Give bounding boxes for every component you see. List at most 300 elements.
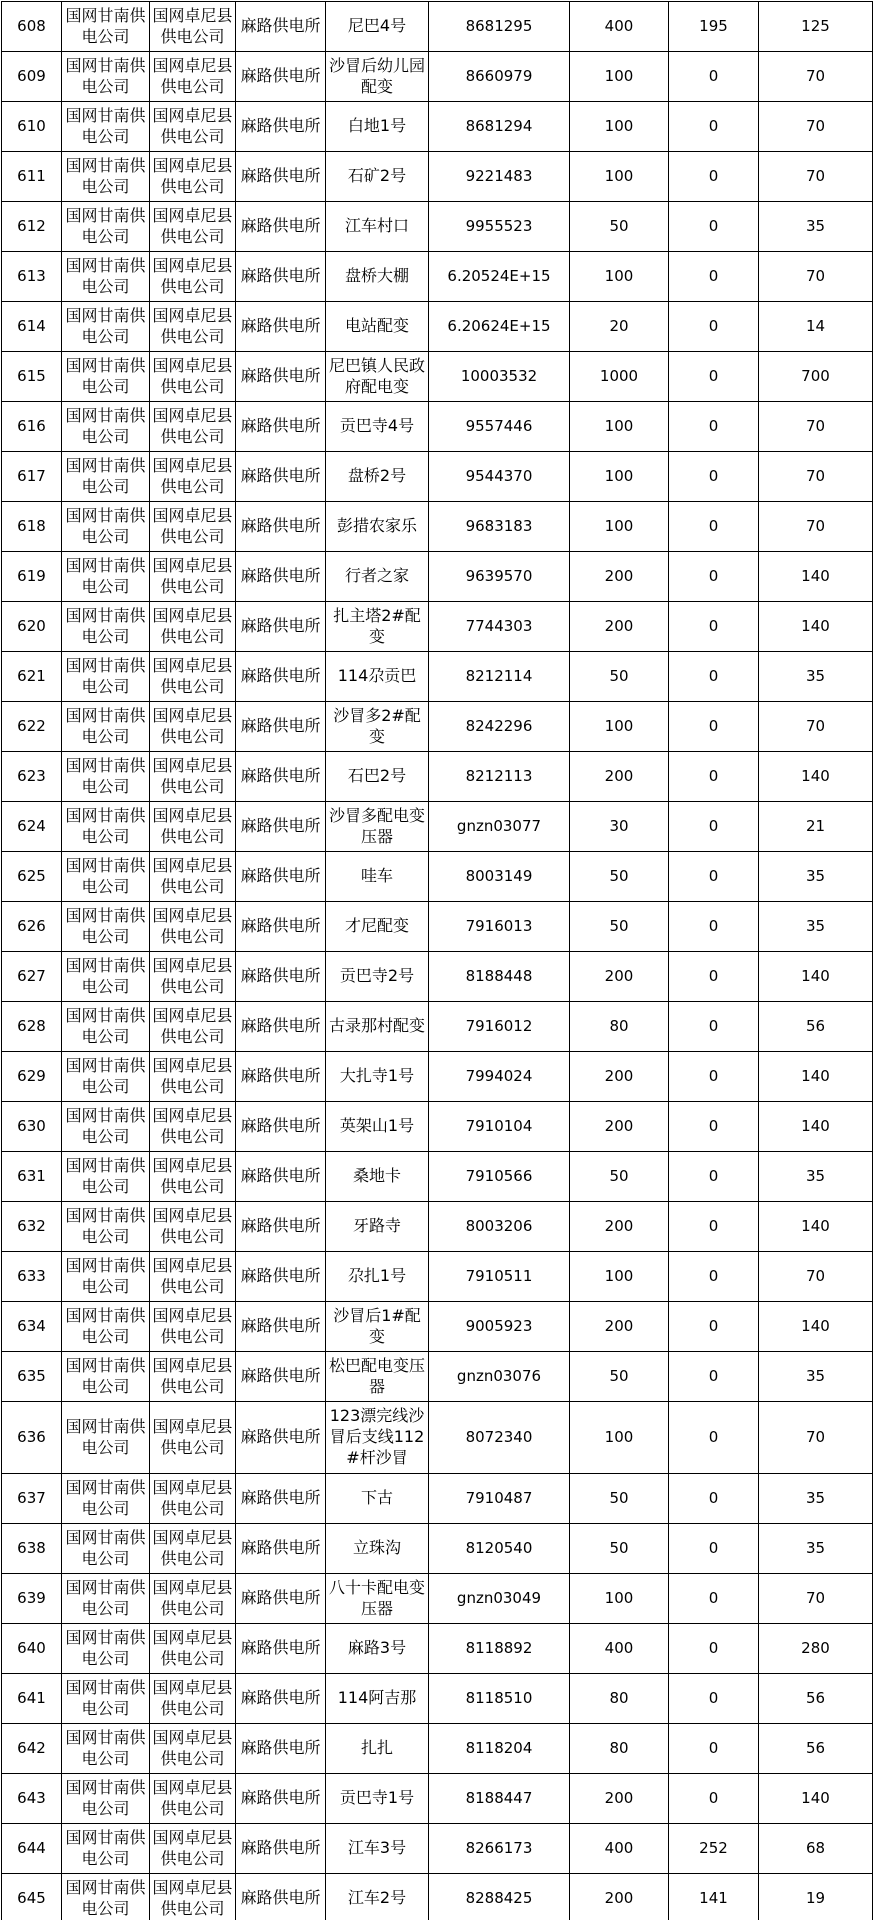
used-capacity-cell: 0	[669, 802, 759, 852]
transformer-name-cell: 英架山1号	[326, 1102, 429, 1152]
transformer-code-cell: 8188448	[429, 952, 570, 1002]
transformer-name-cell: 白地1号	[326, 102, 429, 152]
used-capacity-cell: 0	[669, 1724, 759, 1774]
row-number-cell: 630	[2, 1102, 62, 1152]
station-cell: 麻路供电所	[236, 802, 326, 852]
station-cell: 麻路供电所	[236, 1202, 326, 1252]
company-cell: 国网甘南供电公司	[62, 152, 150, 202]
capacity-cell: 100	[570, 102, 669, 152]
transformer-code-cell: gnzn03049	[429, 1574, 570, 1624]
row-number-cell: 614	[2, 302, 62, 352]
row-number-cell: 610	[2, 102, 62, 152]
transformer-code-cell: 9639570	[429, 552, 570, 602]
county-company-cell: 国网卓尼县供电公司	[150, 1774, 236, 1824]
transformer-name-cell: 贡巴寺1号	[326, 1774, 429, 1824]
row-number-cell: 626	[2, 902, 62, 952]
used-capacity-cell: 0	[669, 452, 759, 502]
row-number-cell: 621	[2, 652, 62, 702]
transformer-code-cell: 7910487	[429, 1474, 570, 1524]
table-row	[2, 1574, 873, 1624]
transformer-name-cell: 下古	[326, 1474, 429, 1524]
company-cell: 国网甘南供电公司	[62, 752, 150, 802]
available-capacity-cell: 70	[759, 102, 873, 152]
table-row	[2, 1152, 873, 1202]
table-row	[2, 52, 873, 102]
transformer-name-cell: 行者之家	[326, 552, 429, 602]
county-company-cell: 国网卓尼县供电公司	[150, 1202, 236, 1252]
county-company-cell: 国网卓尼县供电公司	[150, 502, 236, 552]
county-company-cell: 国网卓尼县供电公司	[150, 1102, 236, 1152]
county-company-cell: 国网卓尼县供电公司	[150, 1252, 236, 1302]
county-company-cell: 国网卓尼县供电公司	[150, 52, 236, 102]
available-capacity-cell: 280	[759, 1624, 873, 1674]
table-row	[2, 452, 873, 502]
capacity-cell: 400	[570, 1624, 669, 1674]
table-row	[2, 1824, 873, 1874]
company-cell: 国网甘南供电公司	[62, 202, 150, 252]
company-cell: 国网甘南供电公司	[62, 1674, 150, 1724]
available-capacity-cell: 140	[759, 1202, 873, 1252]
table-row	[2, 602, 873, 652]
available-capacity-cell: 70	[759, 502, 873, 552]
transformer-code-cell: 7910566	[429, 1152, 570, 1202]
row-number-cell: 617	[2, 452, 62, 502]
table-row	[2, 152, 873, 202]
used-capacity-cell: 141	[669, 1874, 759, 1920]
capacity-cell: 30	[570, 802, 669, 852]
station-cell: 麻路供电所	[236, 552, 326, 602]
transformer-name-cell: 扎主塔2#配变	[326, 602, 429, 652]
county-company-cell: 国网卓尼县供电公司	[150, 452, 236, 502]
transformer-name-cell: 贡巴寺4号	[326, 402, 429, 452]
table-row	[2, 1352, 873, 1402]
transformer-code-cell: 7910511	[429, 1252, 570, 1302]
transformer-name-cell: 尼巴镇人民政府配电变	[326, 352, 429, 402]
company-cell: 国网甘南供电公司	[62, 1402, 150, 1474]
row-number-cell: 645	[2, 1874, 62, 1920]
company-cell: 国网甘南供电公司	[62, 1724, 150, 1774]
county-company-cell: 国网卓尼县供电公司	[150, 302, 236, 352]
station-cell: 麻路供电所	[236, 152, 326, 202]
available-capacity-cell: 140	[759, 1774, 873, 1824]
available-capacity-cell: 35	[759, 652, 873, 702]
capacity-cell: 80	[570, 1674, 669, 1724]
capacity-cell: 50	[570, 1152, 669, 1202]
row-number-cell: 633	[2, 1252, 62, 1302]
available-capacity-cell: 68	[759, 1824, 873, 1874]
used-capacity-cell: 0	[669, 852, 759, 902]
station-cell: 麻路供电所	[236, 1152, 326, 1202]
used-capacity-cell: 0	[669, 252, 759, 302]
capacity-cell: 50	[570, 902, 669, 952]
transformer-name-cell: 沙冒后幼儿园配变	[326, 52, 429, 102]
available-capacity-cell: 140	[759, 602, 873, 652]
used-capacity-cell: 0	[669, 552, 759, 602]
row-number-cell: 628	[2, 1002, 62, 1052]
station-cell: 麻路供电所	[236, 702, 326, 752]
capacity-cell: 20	[570, 302, 669, 352]
transformer-code-cell: 6.20624E+15	[429, 302, 570, 352]
station-cell: 麻路供电所	[236, 2, 326, 52]
available-capacity-cell: 70	[759, 1402, 873, 1474]
table-row	[2, 1252, 873, 1302]
company-cell: 国网甘南供电公司	[62, 1302, 150, 1352]
used-capacity-cell: 0	[669, 152, 759, 202]
available-capacity-cell: 140	[759, 552, 873, 602]
row-number-cell: 620	[2, 602, 62, 652]
used-capacity-cell: 0	[669, 1352, 759, 1402]
company-cell: 国网甘南供电公司	[62, 1252, 150, 1302]
used-capacity-cell: 0	[669, 1302, 759, 1352]
row-number-cell: 615	[2, 352, 62, 402]
transformer-code-cell: 8242296	[429, 702, 570, 752]
station-cell: 麻路供电所	[236, 1524, 326, 1574]
row-number-cell: 643	[2, 1774, 62, 1824]
station-cell: 麻路供电所	[236, 52, 326, 102]
transformer-code-cell: 8288425	[429, 1874, 570, 1920]
used-capacity-cell: 0	[669, 1774, 759, 1824]
row-number-cell: 641	[2, 1674, 62, 1724]
transformer-name-cell: 114尕贡巴	[326, 652, 429, 702]
county-company-cell: 国网卓尼县供电公司	[150, 802, 236, 852]
table-row	[2, 852, 873, 902]
transformer-code-cell: 8681295	[429, 2, 570, 52]
transformer-code-cell: 8118510	[429, 1674, 570, 1724]
row-number-cell: 622	[2, 702, 62, 752]
table-row	[2, 1674, 873, 1724]
transformer-name-cell: 尕扎1号	[326, 1252, 429, 1302]
used-capacity-cell: 0	[669, 202, 759, 252]
row-number-cell: 635	[2, 1352, 62, 1402]
available-capacity-cell: 700	[759, 352, 873, 402]
station-cell: 麻路供电所	[236, 1402, 326, 1474]
table-row	[2, 752, 873, 802]
row-number-cell: 634	[2, 1302, 62, 1352]
station-cell: 麻路供电所	[236, 352, 326, 402]
table-row	[2, 1052, 873, 1102]
transformer-name-cell: 桑地卡	[326, 1152, 429, 1202]
available-capacity-cell: 140	[759, 1052, 873, 1102]
capacity-cell: 100	[570, 1252, 669, 1302]
company-cell: 国网甘南供电公司	[62, 552, 150, 602]
used-capacity-cell: 0	[669, 502, 759, 552]
company-cell: 国网甘南供电公司	[62, 902, 150, 952]
table-row	[2, 1624, 873, 1674]
transformer-name-cell: 牙路寺	[326, 1202, 429, 1252]
row-number-cell: 637	[2, 1474, 62, 1524]
table-row	[2, 102, 873, 152]
used-capacity-cell: 252	[669, 1824, 759, 1874]
transformer-code-cell: 8120540	[429, 1524, 570, 1574]
used-capacity-cell: 0	[669, 652, 759, 702]
county-company-cell: 国网卓尼县供电公司	[150, 102, 236, 152]
available-capacity-cell: 70	[759, 452, 873, 502]
transformer-name-cell: 尼巴4号	[326, 2, 429, 52]
county-company-cell: 国网卓尼县供电公司	[150, 1824, 236, 1874]
company-cell: 国网甘南供电公司	[62, 802, 150, 852]
row-number-cell: 636	[2, 1402, 62, 1474]
company-cell: 国网甘南供电公司	[62, 1624, 150, 1674]
company-cell: 国网甘南供电公司	[62, 1202, 150, 1252]
county-company-cell: 国网卓尼县供电公司	[150, 202, 236, 252]
company-cell: 国网甘南供电公司	[62, 1352, 150, 1402]
transformer-code-cell: 8003149	[429, 852, 570, 902]
available-capacity-cell: 35	[759, 1152, 873, 1202]
used-capacity-cell: 0	[669, 102, 759, 152]
company-cell: 国网甘南供电公司	[62, 702, 150, 752]
row-number-cell: 631	[2, 1152, 62, 1202]
transformer-code-cell: 8660979	[429, 52, 570, 102]
used-capacity-cell: 0	[669, 1152, 759, 1202]
station-cell: 麻路供电所	[236, 752, 326, 802]
transformer-name-cell: 贡巴寺2号	[326, 952, 429, 1002]
available-capacity-cell: 70	[759, 402, 873, 452]
company-cell: 国网甘南供电公司	[62, 852, 150, 902]
county-company-cell: 国网卓尼县供电公司	[150, 952, 236, 1002]
used-capacity-cell: 0	[669, 952, 759, 1002]
capacity-cell: 200	[570, 1302, 669, 1352]
table-row	[2, 1724, 873, 1774]
county-company-cell: 国网卓尼县供电公司	[150, 1402, 236, 1474]
transformer-code-cell: gnzn03077	[429, 802, 570, 852]
table-row	[2, 302, 873, 352]
used-capacity-cell: 0	[669, 1202, 759, 1252]
station-cell: 麻路供电所	[236, 1624, 326, 1674]
available-capacity-cell: 35	[759, 1474, 873, 1524]
table-row	[2, 902, 873, 952]
available-capacity-cell: 19	[759, 1874, 873, 1920]
used-capacity-cell: 0	[669, 702, 759, 752]
row-number-cell: 627	[2, 952, 62, 1002]
company-cell: 国网甘南供电公司	[62, 402, 150, 452]
company-cell: 国网甘南供电公司	[62, 1774, 150, 1824]
available-capacity-cell: 140	[759, 1102, 873, 1152]
station-cell: 麻路供电所	[236, 1874, 326, 1920]
row-number-cell: 619	[2, 552, 62, 602]
transformer-name-cell: 江车村口	[326, 202, 429, 252]
transformer-name-cell: 123漂完线沙冒后支线112#杆沙冒	[326, 1402, 429, 1474]
used-capacity-cell: 0	[669, 1574, 759, 1624]
transformer-code-cell: 7916013	[429, 902, 570, 952]
transformer-name-cell: 古录那村配变	[326, 1002, 429, 1052]
county-company-cell: 国网卓尼县供电公司	[150, 2, 236, 52]
station-cell: 麻路供电所	[236, 452, 326, 502]
transformer-code-cell: 10003532	[429, 352, 570, 402]
county-company-cell: 国网卓尼县供电公司	[150, 1002, 236, 1052]
capacity-cell: 50	[570, 1474, 669, 1524]
company-cell: 国网甘南供电公司	[62, 1524, 150, 1574]
company-cell: 国网甘南供电公司	[62, 1002, 150, 1052]
available-capacity-cell: 140	[759, 1302, 873, 1352]
capacity-cell: 100	[570, 502, 669, 552]
county-company-cell: 国网卓尼县供电公司	[150, 1302, 236, 1352]
used-capacity-cell: 0	[669, 402, 759, 452]
capacity-cell: 200	[570, 1774, 669, 1824]
capacity-cell: 100	[570, 702, 669, 752]
row-number-cell: 625	[2, 852, 62, 902]
available-capacity-cell: 56	[759, 1002, 873, 1052]
county-company-cell: 国网卓尼县供电公司	[150, 1052, 236, 1102]
available-capacity-cell: 14	[759, 302, 873, 352]
transformer-code-cell: 8212114	[429, 652, 570, 702]
county-company-cell: 国网卓尼县供电公司	[150, 402, 236, 452]
transformer-code-cell: 9005923	[429, 1302, 570, 1352]
transformer-name-cell: 八十卡配电变压器	[326, 1574, 429, 1624]
used-capacity-cell: 0	[669, 1402, 759, 1474]
capacity-cell: 400	[570, 2, 669, 52]
station-cell: 麻路供电所	[236, 1002, 326, 1052]
capacity-cell: 100	[570, 452, 669, 502]
station-cell: 麻路供电所	[236, 1774, 326, 1824]
table-row	[2, 502, 873, 552]
available-capacity-cell: 35	[759, 902, 873, 952]
used-capacity-cell: 0	[669, 1674, 759, 1724]
transformer-code-cell: 9221483	[429, 152, 570, 202]
table-row	[2, 802, 873, 852]
county-company-cell: 国网卓尼县供电公司	[150, 1624, 236, 1674]
transformer-code-cell: 8118892	[429, 1624, 570, 1674]
capacity-cell: 200	[570, 602, 669, 652]
row-number-cell: 608	[2, 2, 62, 52]
used-capacity-cell: 0	[669, 902, 759, 952]
company-cell: 国网甘南供电公司	[62, 1574, 150, 1624]
row-number-cell: 618	[2, 502, 62, 552]
row-number-cell: 623	[2, 752, 62, 802]
row-number-cell: 609	[2, 52, 62, 102]
county-company-cell: 国网卓尼县供电公司	[150, 552, 236, 602]
transformer-code-cell: 9544370	[429, 452, 570, 502]
county-company-cell: 国网卓尼县供电公司	[150, 152, 236, 202]
station-cell: 麻路供电所	[236, 302, 326, 352]
available-capacity-cell: 140	[759, 952, 873, 1002]
county-company-cell: 国网卓尼县供电公司	[150, 902, 236, 952]
capacity-cell: 50	[570, 1524, 669, 1574]
capacity-cell: 200	[570, 1874, 669, 1920]
company-cell: 国网甘南供电公司	[62, 1102, 150, 1152]
station-cell: 麻路供电所	[236, 652, 326, 702]
available-capacity-cell: 35	[759, 202, 873, 252]
county-company-cell: 国网卓尼县供电公司	[150, 852, 236, 902]
station-cell: 麻路供电所	[236, 952, 326, 1002]
row-number-cell: 642	[2, 1724, 62, 1774]
capacity-cell: 200	[570, 552, 669, 602]
transformer-code-cell: 6.20524E+15	[429, 252, 570, 302]
capacity-cell: 100	[570, 402, 669, 452]
station-cell: 麻路供电所	[236, 1574, 326, 1624]
company-cell: 国网甘南供电公司	[62, 1824, 150, 1874]
county-company-cell: 国网卓尼县供电公司	[150, 1674, 236, 1724]
capacity-cell: 200	[570, 1202, 669, 1252]
transformer-name-cell: 江车3号	[326, 1824, 429, 1874]
company-cell: 国网甘南供电公司	[62, 352, 150, 402]
county-company-cell: 国网卓尼县供电公司	[150, 752, 236, 802]
capacity-cell: 80	[570, 1002, 669, 1052]
capacity-cell: 50	[570, 652, 669, 702]
row-number-cell: 644	[2, 1824, 62, 1874]
company-cell: 国网甘南供电公司	[62, 2, 150, 52]
table-row	[2, 252, 873, 302]
company-cell: 国网甘南供电公司	[62, 302, 150, 352]
row-number-cell: 629	[2, 1052, 62, 1102]
table-row	[2, 1774, 873, 1824]
capacity-cell: 100	[570, 152, 669, 202]
table-row	[2, 1524, 873, 1574]
used-capacity-cell: 0	[669, 1524, 759, 1574]
used-capacity-cell: 0	[669, 1052, 759, 1102]
county-company-cell: 国网卓尼县供电公司	[150, 1152, 236, 1202]
available-capacity-cell: 56	[759, 1674, 873, 1724]
capacity-cell: 400	[570, 1824, 669, 1874]
transformer-code-cell: gnzn03076	[429, 1352, 570, 1402]
company-cell: 国网甘南供电公司	[62, 252, 150, 302]
company-cell: 国网甘南供电公司	[62, 102, 150, 152]
capacity-cell: 100	[570, 1402, 669, 1474]
table-row	[2, 952, 873, 1002]
company-cell: 国网甘南供电公司	[62, 1474, 150, 1524]
transformer-capacity-table	[1, 1, 873, 1920]
transformer-code-cell: 8072340	[429, 1402, 570, 1474]
transformer-code-cell: 7910104	[429, 1102, 570, 1152]
company-cell: 国网甘南供电公司	[62, 52, 150, 102]
row-number-cell: 612	[2, 202, 62, 252]
transformer-name-cell: 彭措农家乐	[326, 502, 429, 552]
used-capacity-cell: 0	[669, 352, 759, 402]
table-row	[2, 702, 873, 752]
transformer-name-cell: 盘桥2号	[326, 452, 429, 502]
available-capacity-cell: 35	[759, 852, 873, 902]
row-number-cell: 611	[2, 152, 62, 202]
capacity-cell: 200	[570, 752, 669, 802]
county-company-cell: 国网卓尼县供电公司	[150, 1874, 236, 1920]
station-cell: 麻路供电所	[236, 502, 326, 552]
table-row	[2, 352, 873, 402]
capacity-cell: 50	[570, 852, 669, 902]
used-capacity-cell: 195	[669, 2, 759, 52]
transformer-code-cell: 8681294	[429, 102, 570, 152]
table-row	[2, 1402, 873, 1474]
transformer-name-cell: 江车2号	[326, 1874, 429, 1920]
station-cell: 麻路供电所	[236, 1824, 326, 1874]
capacity-cell: 50	[570, 1352, 669, 1402]
available-capacity-cell: 70	[759, 252, 873, 302]
available-capacity-cell: 125	[759, 2, 873, 52]
transformer-name-cell: 松巴配电变压器	[326, 1352, 429, 1402]
used-capacity-cell: 0	[669, 302, 759, 352]
table-row	[2, 1002, 873, 1052]
county-company-cell: 国网卓尼县供电公司	[150, 602, 236, 652]
transformer-name-cell: 才尼配变	[326, 902, 429, 952]
available-capacity-cell: 70	[759, 52, 873, 102]
transformer-name-cell: 麻路3号	[326, 1624, 429, 1674]
row-number-cell: 639	[2, 1574, 62, 1624]
transformer-name-cell: 哇车	[326, 852, 429, 902]
capacity-cell: 50	[570, 202, 669, 252]
transformer-name-cell: 石矿2号	[326, 152, 429, 202]
station-cell: 麻路供电所	[236, 1352, 326, 1402]
station-cell: 麻路供电所	[236, 102, 326, 152]
transformer-code-cell: 7916012	[429, 1002, 570, 1052]
station-cell: 麻路供电所	[236, 1724, 326, 1774]
capacity-cell: 200	[570, 1052, 669, 1102]
table-row	[2, 652, 873, 702]
county-company-cell: 国网卓尼县供电公司	[150, 702, 236, 752]
used-capacity-cell: 0	[669, 1624, 759, 1674]
county-company-cell: 国网卓尼县供电公司	[150, 1352, 236, 1402]
used-capacity-cell: 0	[669, 752, 759, 802]
transformer-code-cell: 8118204	[429, 1724, 570, 1774]
transformer-name-cell: 沙冒后1#配变	[326, 1302, 429, 1352]
row-number-cell: 624	[2, 802, 62, 852]
